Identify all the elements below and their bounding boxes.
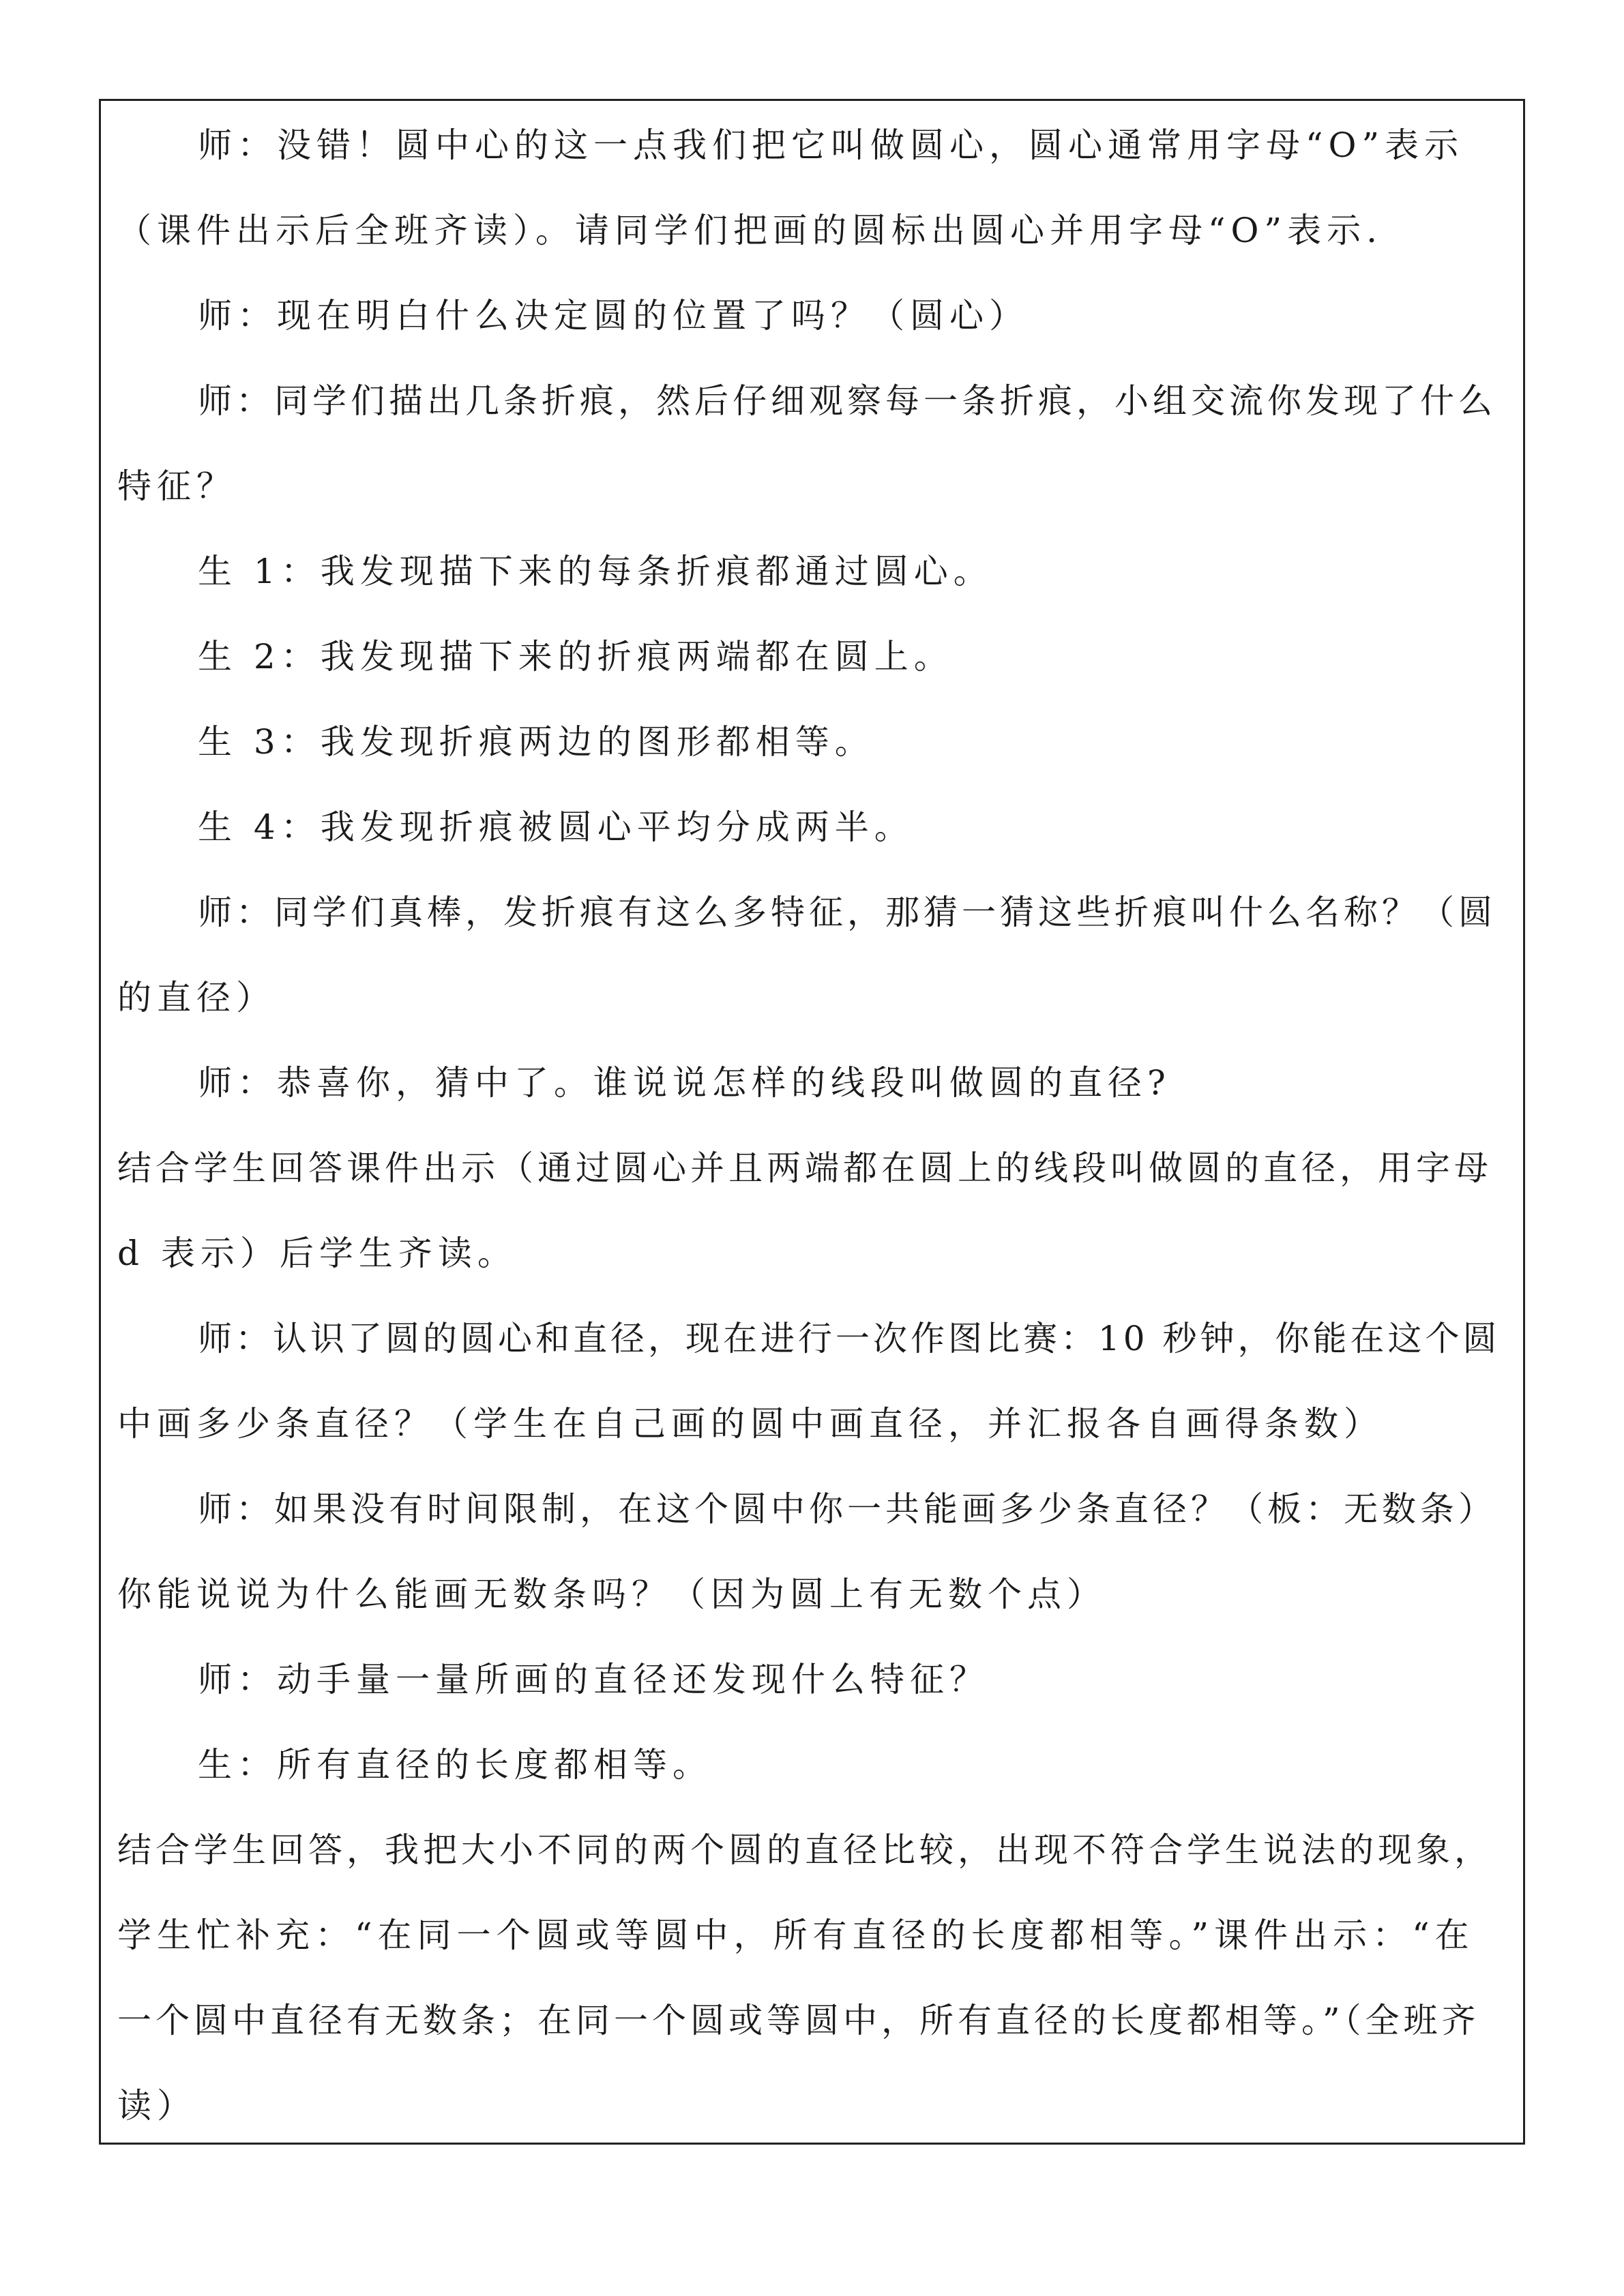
text-line: 读）	[117, 2086, 196, 2126]
text-line: 师：现在明白什么决定圆的位置了吗？（圆心）	[198, 296, 1029, 336]
text-line: （课件出示后全班齐读）。请同学们把画的圆标出圆心并用字母“O”表示.	[117, 211, 1383, 250]
text-line: 生 1：我发现描下来的每条折痕都通过圆心。	[198, 552, 993, 591]
text-line: 师：恭喜你，猜中了。谁说说怎样的线段叫做圆的直径?	[198, 1063, 1171, 1103]
text-line: 一个圆中直径有无数条；在同一个圆或等圆中，所有直径的长度都相等。”（全班齐	[117, 2001, 1480, 2040]
text-line: 生：所有直径的长度都相等。	[198, 1745, 712, 1785]
text-line: 结合学生回答课件出示（通过圆心并且两端都在圆上的线段叫做圆的直径，用字母	[117, 1148, 1492, 1188]
text-line: 你能说说为什么能画无数条吗？（因为圆上有无数个点）	[117, 1575, 1106, 1614]
text-line: 师：动手量一量所画的直径还发现什么特征？	[198, 1660, 989, 1699]
text-line: 生 3：我发现折痕两边的图形都相等。	[198, 722, 874, 762]
text-line: 师：同学们描出几条折痕，然后仔细观察每一条折痕，小组交流你发现了什么	[198, 381, 1496, 421]
text-line: 师：没错！圆中心的这一点我们把它叫做圆心，圆心通常用字母“O”表示	[198, 125, 1464, 165]
text-line: 学生忙补充：“在同一个圆或等圆中，所有直径的长度都相等。”课件出示：“在	[117, 1915, 1475, 1955]
text-line: 的直径）	[117, 978, 276, 1017]
text-line: d 表示）后学生齐读。	[117, 1234, 517, 1273]
text-line: 师：同学们真棒，发折痕有这么多特征，那猜一猜这些折痕叫什么名称？（圆	[198, 893, 1496, 932]
text-line: 中画多少条直径？（学生在自己画的圆中画直径，并汇报各自画得条数）	[117, 1404, 1383, 1444]
text-line: 结合学生回答，我把大小不同的两个圆的直径比较，出现不符合学生说法的现象，	[117, 1830, 1492, 1870]
text-line: 师：如果没有时间限制，在这个圆中你一共能画多少条直径？（板：无数条）	[198, 1489, 1496, 1529]
text-line: 师：认识了圆的圆心和直径，现在进行一次作图比赛：10 秒钟，你能在这个圆	[198, 1319, 1501, 1358]
text-line: 生 4：我发现折痕被圆心平均分成两半。	[198, 807, 914, 847]
text-line: 生 2：我发现描下来的折痕两端都在圆上。	[198, 637, 954, 676]
text-line: 特征？	[117, 466, 236, 506]
